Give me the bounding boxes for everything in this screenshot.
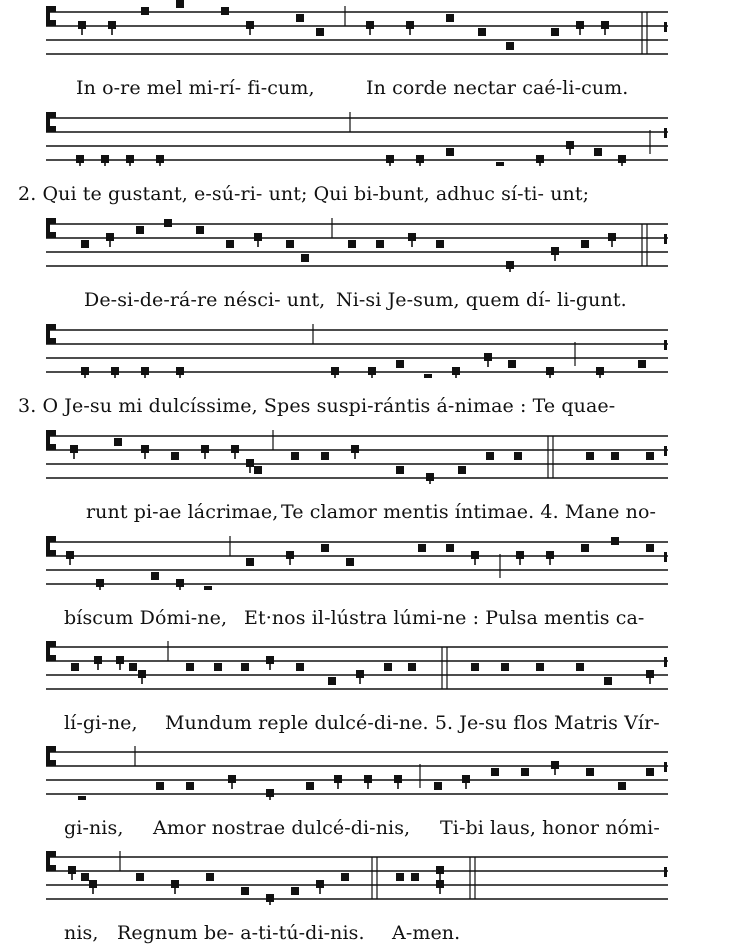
neume-note: [321, 544, 329, 552]
staff: [0, 212, 740, 272]
neume-note: [408, 663, 416, 671]
neume-note: [246, 558, 254, 566]
neume-note: [581, 544, 589, 552]
lyric-segment: In corde nectar caé-li-cum.: [366, 77, 629, 99]
neume-note: [434, 782, 442, 790]
neume-note: [286, 551, 294, 565]
staff: [0, 740, 740, 800]
chant-system-1: [0, 0, 740, 106]
lyric-segment: nis,: [64, 922, 99, 944]
neume-note: [254, 466, 262, 474]
neume-note: [94, 656, 102, 670]
neume-note: [406, 21, 414, 35]
neume-note: [231, 445, 239, 459]
neume-note: [581, 240, 589, 248]
neume-note: [416, 155, 424, 166]
neume-note: [484, 353, 492, 367]
lyric-line: [0, 814, 740, 842]
neume-note: [386, 155, 394, 166]
neume-note: [101, 155, 109, 166]
chant-system-8: [0, 740, 740, 846]
staff: [0, 845, 740, 905]
lyric-segment: Regnum be- a-ti-tú-di-nis.: [117, 922, 365, 944]
neume-note: [328, 677, 336, 685]
neume-note: [286, 240, 294, 248]
neume-note: [501, 663, 509, 671]
neume-note: [646, 768, 654, 776]
neume-note: [551, 761, 559, 775]
neume-note: [226, 240, 234, 248]
lyric-segment: A-men.: [392, 922, 461, 944]
neume-note: [241, 663, 249, 671]
neume-note: [116, 656, 124, 670]
neume-note: [608, 233, 616, 247]
c-clef-icon: [46, 536, 56, 556]
neume-note: [551, 247, 559, 261]
neume-note: [356, 670, 364, 684]
neume-note: [196, 226, 204, 234]
neume-note: [266, 656, 274, 670]
neume-note: [646, 670, 654, 684]
neume-note: [346, 558, 354, 566]
neume-note: [176, 0, 184, 8]
lyric-line: [0, 74, 740, 102]
custos-mark: [664, 552, 667, 562]
neume-note: [424, 374, 432, 378]
neume-note: [576, 21, 584, 35]
double-bar: [470, 857, 475, 899]
lyric-segment: Mundum reple dulcé-di-ne. 5. Je-su flos Matris Vír-: [165, 712, 660, 734]
neume-note: [78, 796, 86, 800]
staff: [0, 0, 740, 60]
neume-note: [138, 670, 146, 684]
neume-note: [446, 14, 454, 22]
neume-note: [596, 367, 604, 378]
c-clef-icon: [46, 746, 56, 766]
neume-note: [206, 873, 214, 881]
chant-system-6: [0, 530, 740, 636]
custos-mark: [664, 22, 667, 32]
neume-note: [536, 155, 544, 166]
neume-note: [246, 21, 254, 35]
neume-note: [228, 775, 236, 789]
double-bar: [442, 647, 447, 689]
neume-note: [214, 663, 222, 671]
neume-note: [114, 438, 122, 446]
double-bar: [372, 857, 377, 899]
lyric-line: [0, 286, 740, 314]
neume-note: [341, 873, 349, 881]
neume-note: [364, 775, 372, 789]
lyric-segment: 3. O Je-su mi dulcíssime, Spes suspi-rántis á-nimae : Te quae-: [18, 395, 616, 417]
neume-note: [266, 789, 274, 800]
neume-note: [396, 360, 404, 368]
lyric-segment: In o-re mel mi-rí- fi-cum,: [76, 77, 315, 99]
neume-note: [141, 367, 149, 378]
neume-note: [496, 162, 504, 166]
neume-note: [176, 367, 184, 378]
neume-note: [426, 473, 434, 484]
staff: [0, 424, 740, 484]
neume-note: [411, 873, 419, 881]
neume-note: [296, 663, 304, 671]
neume-note: [396, 466, 404, 474]
lyric-line: [0, 180, 740, 208]
neume-note: [436, 866, 444, 880]
chant-system-5: [0, 424, 740, 530]
neume-note: [384, 663, 392, 671]
neume-note: [618, 782, 626, 790]
staff: [0, 106, 740, 166]
neume-note: [81, 367, 89, 378]
neume-note: [586, 768, 594, 776]
custos-mark: [664, 867, 667, 877]
lyric-segment: Amor nostrae dulcé-di-nis,: [153, 817, 411, 839]
neume-note: [254, 233, 262, 247]
neume-note: [536, 663, 544, 671]
neume-note: [156, 782, 164, 790]
lyric-segment: gi-nis,: [64, 817, 124, 839]
neume-note: [296, 14, 304, 22]
neume-note: [646, 452, 654, 460]
neume-note: [126, 155, 134, 166]
neume-note: [452, 367, 460, 378]
neume-note: [646, 544, 654, 552]
lyric-segment: Ni-si Je-sum, quem dí- li-gunt.: [336, 289, 627, 311]
neume-note: [106, 233, 114, 247]
neume-note: [141, 445, 149, 459]
neume-note: [408, 233, 416, 247]
custos-mark: [664, 128, 667, 138]
neume-note: [486, 452, 494, 460]
neume-note: [306, 782, 314, 790]
neume-note: [136, 226, 144, 234]
neume-note: [566, 141, 574, 155]
lyric-line: [0, 498, 740, 526]
neume-note: [331, 367, 339, 378]
neume-note: [348, 240, 356, 248]
neume-note: [108, 21, 116, 35]
neume-note: [156, 155, 164, 166]
neume-note: [78, 21, 86, 35]
neume-note: [71, 663, 79, 671]
double-bar: [642, 224, 647, 266]
chant-system-2: [0, 106, 740, 212]
neume-note: [81, 240, 89, 248]
neume-note: [546, 551, 554, 565]
neume-note: [506, 42, 514, 50]
neume-note: [376, 240, 384, 248]
neume-note: [96, 579, 104, 590]
c-clef-icon: [46, 6, 56, 26]
custos-mark: [664, 340, 667, 350]
c-clef-icon: [46, 324, 56, 344]
neume-note: [601, 21, 609, 35]
neume-note: [186, 782, 194, 790]
neume-note: [89, 880, 97, 894]
neume-note: [201, 445, 209, 459]
neume-note: [394, 775, 402, 789]
neume-note: [291, 452, 299, 460]
neume-note: [301, 254, 309, 262]
neume-note: [458, 466, 466, 474]
neume-note: [111, 367, 119, 378]
chant-system-4: [0, 318, 740, 424]
neume-note: [611, 452, 619, 460]
lyric-segment: Te clamor mentis íntimae. 4. Mane no-: [281, 501, 657, 523]
neume-note: [546, 367, 554, 378]
lyric-segment: Ti-bi laus, honor nómi-: [440, 817, 660, 839]
staff: [0, 635, 740, 695]
neume-note: [471, 551, 479, 565]
neume-note: [516, 551, 524, 565]
staff: [0, 318, 740, 378]
neume-note: [446, 544, 454, 552]
neume-note: [151, 572, 159, 580]
neume-note: [436, 880, 444, 894]
neume-note: [604, 677, 612, 685]
neume-note: [171, 880, 179, 894]
lyric-line: [0, 392, 740, 420]
neume-note: [491, 768, 499, 776]
c-clef-icon: [46, 218, 56, 238]
neume-note: [241, 887, 249, 895]
neume-note: [321, 452, 329, 460]
neume-note: [129, 663, 137, 671]
neume-note: [266, 894, 274, 905]
neume-note: [611, 537, 619, 545]
c-clef-icon: [46, 430, 56, 450]
lyric-segment: Et·nos il-lústra lúmi-ne : Pulsa mentis ca-: [244, 607, 645, 629]
neume-note: [66, 551, 74, 565]
neume-note: [514, 452, 522, 460]
neume-note: [638, 360, 646, 368]
neume-note: [351, 445, 359, 459]
lyric-segment: runt pi-ae lácrimae,: [86, 501, 279, 523]
neume-note: [164, 219, 172, 227]
neume-note: [68, 866, 76, 880]
neume-note: [136, 873, 144, 881]
chant-system-7: [0, 635, 740, 741]
neume-note: [246, 459, 254, 473]
neume-note: [368, 367, 376, 378]
neume-note: [291, 887, 299, 895]
lyric-segment: De-si-de-rá-re nésci- unt,: [84, 289, 326, 311]
double-bar: [642, 12, 647, 54]
neume-note: [316, 28, 324, 36]
neume-note: [204, 586, 212, 590]
chant-system-9: [0, 845, 740, 951]
lyric-segment: lí-gi-ne,: [64, 712, 138, 734]
neume-note: [551, 28, 559, 36]
neume-note: [586, 452, 594, 460]
lyric-line: [0, 604, 740, 632]
staff: [0, 530, 740, 590]
lyric-segment: 2. Qui te gustant, e-sú-ri- unt; Qui bi-bunt, adhuc sí-ti- unt;: [18, 183, 590, 205]
neume-note: [176, 579, 184, 590]
custos-mark: [664, 446, 667, 456]
neume-note: [508, 360, 516, 368]
neume-note: [418, 544, 426, 552]
c-clef-icon: [46, 112, 56, 132]
neume-note: [576, 663, 584, 671]
neume-note: [478, 28, 486, 36]
neume-note: [334, 775, 342, 789]
neume-note: [396, 873, 404, 881]
neume-note: [462, 775, 470, 789]
c-clef-icon: [46, 851, 56, 871]
neume-note: [76, 155, 84, 166]
lyric-line: [0, 709, 740, 737]
custos-mark: [664, 657, 667, 667]
neume-note: [316, 880, 324, 894]
neume-note: [521, 768, 529, 776]
lyric-segment: bíscum Dómi-ne,: [64, 607, 228, 629]
neume-note: [70, 445, 78, 459]
custos-mark: [664, 234, 667, 244]
custos-mark: [664, 762, 667, 772]
neume-note: [436, 240, 444, 248]
neume-note: [171, 452, 179, 460]
chant-system-3: [0, 212, 740, 318]
neume-note: [366, 21, 374, 35]
neume-note: [141, 7, 149, 15]
lyric-line: [0, 919, 740, 947]
neume-note: [81, 873, 89, 881]
neume-note: [221, 7, 229, 15]
neume-note: [446, 148, 454, 156]
neume-note: [186, 663, 194, 671]
neume-note: [594, 148, 602, 156]
neume-note: [506, 261, 514, 272]
neume-note: [471, 663, 479, 671]
c-clef-icon: [46, 641, 56, 661]
neume-note: [618, 155, 626, 166]
double-bar: [548, 436, 553, 478]
